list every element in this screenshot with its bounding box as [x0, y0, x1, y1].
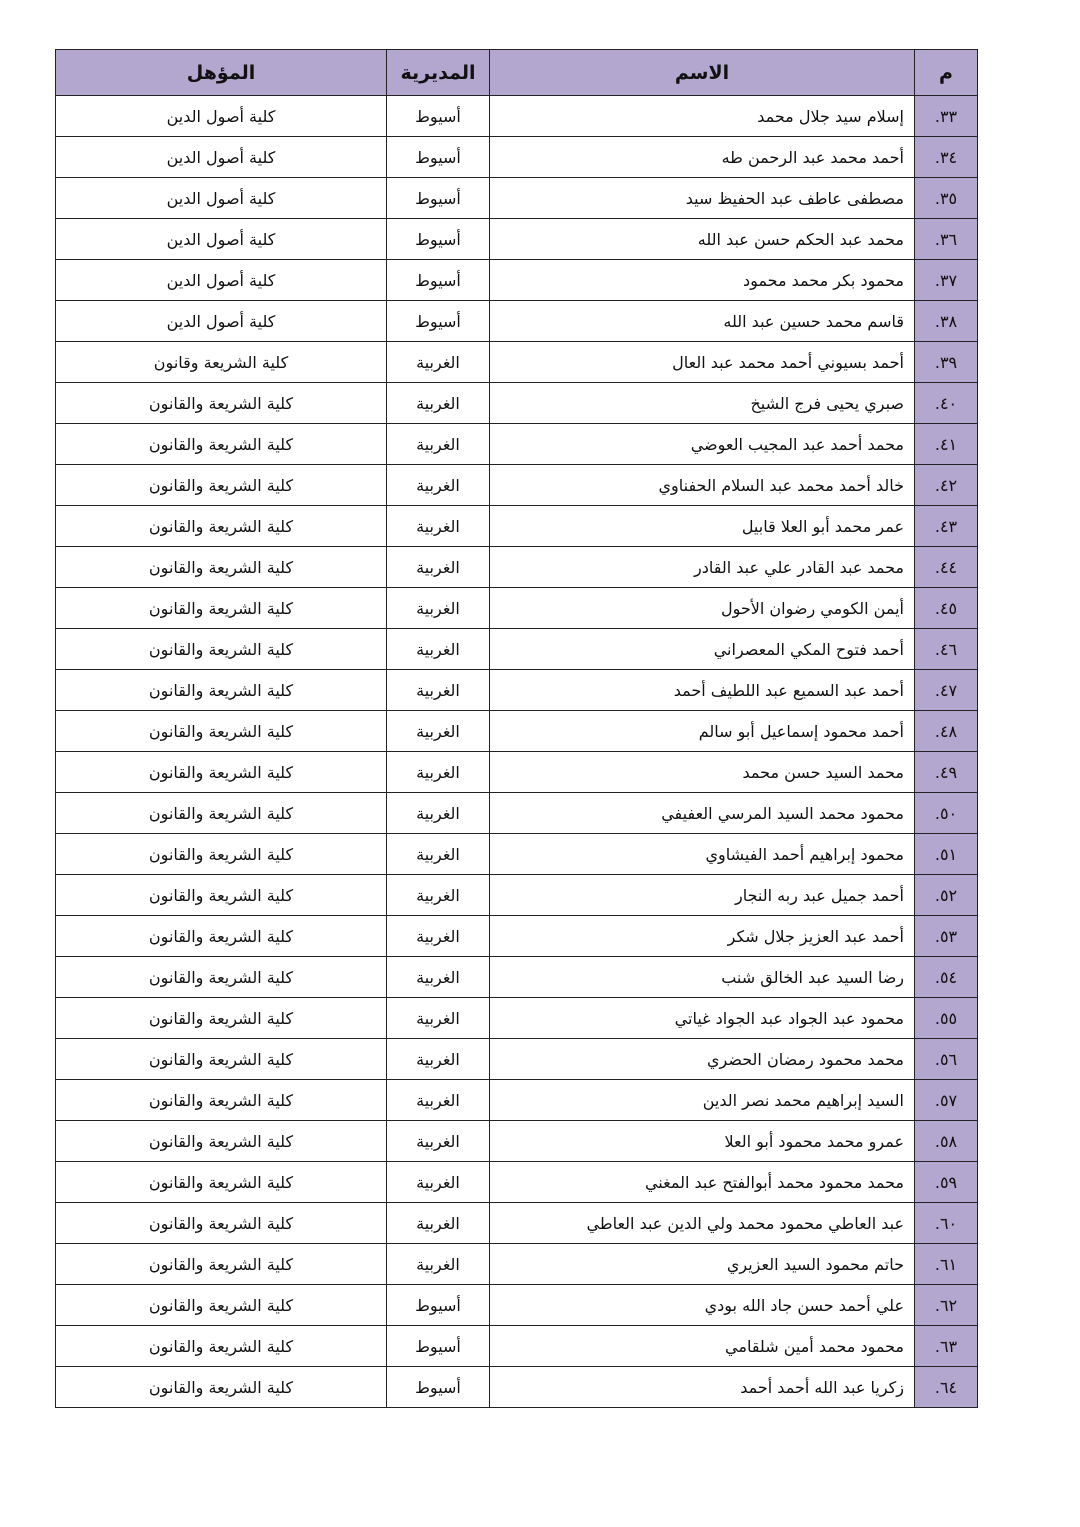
row-number: ٤٠.: [915, 383, 978, 424]
row-number: ٤٥.: [915, 588, 978, 629]
table-row: [56, 219, 978, 260]
row-directorate: الغربية: [387, 342, 490, 383]
row-directorate: الغربية: [387, 424, 490, 465]
row-number: ٥٥.: [915, 998, 978, 1039]
row-qualification: كلية الشريعة والقانون: [56, 547, 387, 588]
table-body: [56, 96, 978, 1408]
row-number: ٥٤.: [915, 957, 978, 998]
table-row: [56, 1244, 978, 1285]
row-qualification: كلية أصول الدين: [56, 178, 387, 219]
row-directorate: الغربية: [387, 629, 490, 670]
table-header-row: [56, 50, 978, 96]
row-name: خالد أحمد محمد عبد السلام الحفناوي: [490, 465, 915, 506]
row-qualification: كلية أصول الدين: [56, 260, 387, 301]
row-directorate: الغربية: [387, 670, 490, 711]
row-name: أحمد محمد عبد الرحمن طه: [490, 137, 915, 178]
row-number: ٦١.: [915, 1244, 978, 1285]
row-qualification: كلية أصول الدين: [56, 137, 387, 178]
row-name: عمر محمد أبو العلا قابيل: [490, 506, 915, 547]
row-qualification: كلية الشريعة والقانون: [56, 1162, 387, 1203]
header-number: م: [915, 50, 978, 96]
row-qualification: كلية أصول الدين: [56, 96, 387, 137]
row-qualification: كلية الشريعة والقانون: [56, 1285, 387, 1326]
row-name: محمد عبد الحكم حسن عبد الله: [490, 219, 915, 260]
row-qualification: كلية الشريعة والقانون: [56, 875, 387, 916]
row-qualification: كلية الشريعة والقانون: [56, 424, 387, 465]
table-row: [56, 998, 978, 1039]
table-row: [56, 383, 978, 424]
row-directorate: الغربية: [387, 998, 490, 1039]
header-qualification: المؤهل: [56, 50, 387, 96]
row-name: محمد السيد حسن محمد: [490, 752, 915, 793]
row-qualification: كلية الشريعة وقانون: [56, 342, 387, 383]
row-qualification: كلية الشريعة والقانون: [56, 1203, 387, 1244]
row-directorate: الغربية: [387, 834, 490, 875]
row-directorate: الغربية: [387, 711, 490, 752]
row-number: ٤٨.: [915, 711, 978, 752]
row-directorate: أسيوط: [387, 1367, 490, 1408]
table-row: [56, 1162, 978, 1203]
row-qualification: كلية الشريعة والقانون: [56, 1039, 387, 1080]
row-directorate: الغربية: [387, 547, 490, 588]
row-directorate: الغربية: [387, 916, 490, 957]
row-number: ٥٣.: [915, 916, 978, 957]
row-qualification: كلية الشريعة والقانون: [56, 834, 387, 875]
row-qualification: كلية الشريعة والقانون: [56, 1244, 387, 1285]
row-name: محمد محمود رمضان الحضري: [490, 1039, 915, 1080]
row-directorate: أسيوط: [387, 219, 490, 260]
table-row: [56, 629, 978, 670]
row-directorate: الغربية: [387, 506, 490, 547]
row-qualification: كلية الشريعة والقانون: [56, 1080, 387, 1121]
table-row: [56, 1039, 978, 1080]
table-row: [56, 301, 978, 342]
row-name: حاتم محمود السيد العزيري: [490, 1244, 915, 1285]
row-name: أحمد جميل عبد ربه النجار: [490, 875, 915, 916]
row-name: محمد عبد القادر علي عبد القادر: [490, 547, 915, 588]
row-qualification: كلية أصول الدين: [56, 301, 387, 342]
row-name: محمود عبد الجواد عبد الجواد غياتي: [490, 998, 915, 1039]
row-name: صبري يحيى فرج الشيخ: [490, 383, 915, 424]
row-qualification: كلية الشريعة والقانون: [56, 1367, 387, 1408]
table-row: [56, 957, 978, 998]
row-qualification: كلية أصول الدين: [56, 219, 387, 260]
table-row: [56, 1080, 978, 1121]
row-qualification: كلية الشريعة والقانون: [56, 383, 387, 424]
row-directorate: الغربية: [387, 588, 490, 629]
row-name: محمد أحمد عبد المجيب العوضي: [490, 424, 915, 465]
table-row: [56, 834, 978, 875]
row-number: ٣٨.: [915, 301, 978, 342]
row-number: ٥٢.: [915, 875, 978, 916]
row-name: محمود محمد السيد المرسي العفيفي: [490, 793, 915, 834]
row-number: ٤٩.: [915, 752, 978, 793]
row-directorate: الغربية: [387, 875, 490, 916]
row-directorate: أسيوط: [387, 1326, 490, 1367]
row-name: محمود محمد أمين شلقامي: [490, 1326, 915, 1367]
table-row: [56, 670, 978, 711]
row-directorate: الغربية: [387, 752, 490, 793]
table-row: [56, 1285, 978, 1326]
row-name: أحمد فتوح المكي المعصراني: [490, 629, 915, 670]
table-row: [56, 588, 978, 629]
row-directorate: أسيوط: [387, 137, 490, 178]
row-number: ٥١.: [915, 834, 978, 875]
table-row: [56, 506, 978, 547]
row-directorate: أسيوط: [387, 301, 490, 342]
row-directorate: الغربية: [387, 1039, 490, 1080]
table-row: [56, 137, 978, 178]
row-directorate: أسيوط: [387, 178, 490, 219]
row-number: ٤٢.: [915, 465, 978, 506]
row-name: رضا السيد عبد الخالق شنب: [490, 957, 915, 998]
row-number: ٤٣.: [915, 506, 978, 547]
table-row: [56, 342, 978, 383]
row-directorate: الغربية: [387, 1080, 490, 1121]
row-name: أحمد بسيوني أحمد محمد عبد العال: [490, 342, 915, 383]
row-name: زكريا عبد الله أحمد أحمد: [490, 1367, 915, 1408]
table-row: [56, 465, 978, 506]
row-qualification: كلية الشريعة والقانون: [56, 506, 387, 547]
row-number: ٥٩.: [915, 1162, 978, 1203]
row-name: مصطفى عاطف عبد الحفيظ سيد: [490, 178, 915, 219]
table-row: [56, 793, 978, 834]
row-name: أحمد عبد السميع عبد اللطيف أحمد: [490, 670, 915, 711]
row-number: ٦٢.: [915, 1285, 978, 1326]
table-row: [56, 752, 978, 793]
row-qualification: كلية الشريعة والقانون: [56, 1121, 387, 1162]
row-number: ٥٨.: [915, 1121, 978, 1162]
row-qualification: كلية الشريعة والقانون: [56, 1326, 387, 1367]
row-name: أيمن الكومي رضوان الأحول: [490, 588, 915, 629]
table-row: [56, 96, 978, 137]
row-qualification: كلية الشريعة والقانون: [56, 711, 387, 752]
row-directorate: أسيوط: [387, 260, 490, 301]
header-directorate: المديرية: [387, 50, 490, 96]
table-row: [56, 711, 978, 752]
table-row: [56, 1326, 978, 1367]
row-name: السيد إبراهيم محمد نصر الدين: [490, 1080, 915, 1121]
row-number: ٣٣.: [915, 96, 978, 137]
row-number: ٣٩.: [915, 342, 978, 383]
row-name: محمد محمود محمد أبوالفتح عبد المغني: [490, 1162, 915, 1203]
row-qualification: كلية الشريعة والقانون: [56, 465, 387, 506]
document-sheet: [55, 49, 977, 1408]
row-directorate: الغربية: [387, 465, 490, 506]
row-number: ٤٤.: [915, 547, 978, 588]
row-qualification: كلية الشريعة والقانون: [56, 752, 387, 793]
table-row: [56, 1203, 978, 1244]
names-table: [55, 49, 978, 1408]
row-directorate: الغربية: [387, 1244, 490, 1285]
table-row: [56, 875, 978, 916]
row-directorate: أسيوط: [387, 1285, 490, 1326]
row-number: ٣٥.: [915, 178, 978, 219]
row-qualification: كلية الشريعة والقانون: [56, 588, 387, 629]
row-directorate: أسيوط: [387, 96, 490, 137]
row-directorate: الغربية: [387, 1203, 490, 1244]
table-row: [56, 916, 978, 957]
row-number: ٥٧.: [915, 1080, 978, 1121]
header-name: الاسم: [490, 50, 915, 96]
row-name: محمود إبراهيم أحمد الفيشاوي: [490, 834, 915, 875]
table-row: [56, 547, 978, 588]
row-name: إسلام سيد جلال محمد: [490, 96, 915, 137]
row-name: عمرو محمد محمود أبو العلا: [490, 1121, 915, 1162]
row-qualification: كلية الشريعة والقانون: [56, 916, 387, 957]
table-row: [56, 178, 978, 219]
row-qualification: كلية الشريعة والقانون: [56, 670, 387, 711]
row-number: ٥٦.: [915, 1039, 978, 1080]
row-directorate: الغربية: [387, 793, 490, 834]
row-number: ٤٦.: [915, 629, 978, 670]
row-number: ٤١.: [915, 424, 978, 465]
row-name: أحمد محمود إسماعيل أبو سالم: [490, 711, 915, 752]
row-qualification: كلية الشريعة والقانون: [56, 957, 387, 998]
row-name: عبد العاطي محمود محمد ولي الدين عبد العاطي: [490, 1203, 915, 1244]
table-row: [56, 1121, 978, 1162]
row-directorate: الغربية: [387, 1121, 490, 1162]
row-name: أحمد عبد العزيز جلال شكر: [490, 916, 915, 957]
row-number: ٦٣.: [915, 1326, 978, 1367]
row-number: ٣٧.: [915, 260, 978, 301]
table-row: [56, 260, 978, 301]
table-row: [56, 424, 978, 465]
row-directorate: الغربية: [387, 1162, 490, 1203]
row-name: قاسم محمد حسين عبد الله: [490, 301, 915, 342]
row-qualification: كلية الشريعة والقانون: [56, 793, 387, 834]
row-number: ٣٦.: [915, 219, 978, 260]
row-number: ٤٧.: [915, 670, 978, 711]
row-qualification: كلية الشريعة والقانون: [56, 998, 387, 1039]
row-name: محمود بكر محمد محمود: [490, 260, 915, 301]
row-qualification: كلية الشريعة والقانون: [56, 629, 387, 670]
row-number: ٥٠.: [915, 793, 978, 834]
row-name: علي أحمد حسن جاد الله بودي: [490, 1285, 915, 1326]
row-number: ٦٤.: [915, 1367, 978, 1408]
row-directorate: الغربية: [387, 957, 490, 998]
row-number: ٦٠.: [915, 1203, 978, 1244]
row-number: ٣٤.: [915, 137, 978, 178]
row-directorate: الغربية: [387, 383, 490, 424]
table-row: [56, 1367, 978, 1408]
